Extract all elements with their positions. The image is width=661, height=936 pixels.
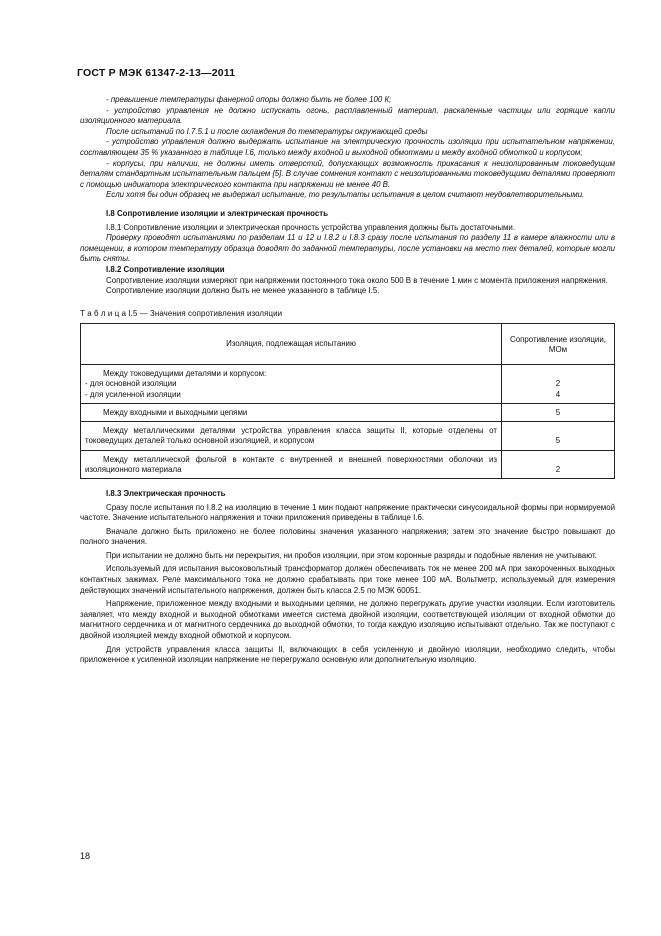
insulation-resistance-table bbox=[80, 323, 615, 479]
table-row bbox=[81, 365, 615, 404]
table-caption: Т а б л и ц а I.5 — Значения сопротивления изоляции bbox=[80, 308, 283, 318]
paragraph: Для устройств управления класса защиты II, включающих в себя усиленную и двойную изоляции, необходимо следить, чтобы приложенное к усиленной изоляции напряжение не перегружало основную или дополнительную изоляцию. bbox=[80, 644, 615, 665]
table-cell bbox=[81, 365, 502, 404]
cell-line: - для усиленной изоляции bbox=[85, 389, 181, 399]
page-number: 18 bbox=[80, 851, 91, 861]
page-header: ГОСТ Р МЭК 61347-2-13—2011 bbox=[77, 67, 236, 79]
table-cell: 5 bbox=[502, 422, 615, 450]
paragraph: - превышение температуры фанерной опоры должно быть не более 100 К; bbox=[106, 95, 392, 104]
paragraph: Если хотя бы один образец не выдержал испытание, то результаты испытания в целом считают неудовлетворительными. bbox=[106, 190, 585, 200]
table-row bbox=[81, 450, 615, 478]
table-cell: 2 bbox=[502, 450, 615, 478]
paragraph: Напряжение, приложенное между входными и выходными цепями, не должно перегружать другие участки изоляции. Если изготовитель заявляет, что между входной и выходной обмотками имеется система двойной изоляции, соответствующей изоляции от входной обмотки до магнитного сердечника и от магнитного сердечника до выходной обмотки, то тогда каждую изоляцию испытывают отдельно. Так же поступают с двойной изоляцией между входной обмоткой и корпусом. bbox=[80, 599, 615, 641]
column-header: Сопротивление изоляции, МОм bbox=[502, 324, 615, 365]
table-row bbox=[81, 403, 615, 421]
column-header: Изоляция, подлежащая испытанию bbox=[81, 324, 502, 365]
cell-line: Между токоведущими деталями и корпусом: bbox=[103, 369, 267, 379]
section-heading-i82: I.8.2 Сопротивление изоляции bbox=[106, 264, 225, 274]
paragraph: Сразу после испытания по I.8.2 на изоляцию в течение 1 мин подают напряжение практически синусоидальной формы при нормируемой частоте. Значение испытательного напряжения и точки приложения приведены в таблице I.6. bbox=[80, 502, 615, 523]
table-header-row bbox=[81, 324, 615, 365]
paragraph: После испытаний по I.7.5.1 и после охлаждения до температуры окружающей среды bbox=[106, 126, 428, 136]
table-cell: Между металлическими деталями устройства управления класса защиты II, которые отделены от токоведущих деталей только основной изоляцией, и корпусом bbox=[81, 422, 502, 450]
paragraph: - устройство управления не должно испускать огонь, расплавленный материал, раскаленные частицы или горящие капли изоляционного материала. bbox=[80, 105, 615, 126]
section-heading-i8: I.8 Сопротивление изоляции и электрическая прочность bbox=[106, 208, 328, 218]
cell-line: - для основной изоляции bbox=[85, 379, 177, 389]
paragraph: Используемый для испытания высоковольтный трансформатор должен обеспечивать ток не менее 200 мА при закороченных выходных контактных зажимах. Реле максимального тока не должно срабатывать при токе менее 100 мА. Вольтметр, используемый для измерения действующих значений испытательного напряжения, должен быть класса 2.5 по МЭК 60051. bbox=[80, 564, 615, 595]
paragraph: При испытании не должно быть ни перекрытия, ни пробоя изоляции, при этом коронные разряды и подобные явления не учитывают. bbox=[106, 550, 597, 560]
paragraph: Сопротивление изоляции должно быть не менее указанного в таблице I.5. bbox=[106, 286, 380, 296]
paragraph: - устройство управления должно выдержать испытание на электрическую прочность изоляции при испытательном напряжении, составляющем 35 % указанного в таблице I.6, только между входной и выходной обмотками и между входной обмоткой и корпусом; bbox=[80, 137, 615, 157]
table-cell: Между металлической фольгой в контакте с внутренней и внешней поверхностями оболочки из изоляционного материала bbox=[81, 450, 502, 478]
paragraph: - корпусы, при наличии, не должны иметь отверстий, допускающих возможность прикасания к неизолированным токоведущим деталям стандартным испытательным пальцем [5]. В случае сомнения контакт с неизолированными токоведущими деталями проверяют с помощью индикатора электрического контакта при напряжении не менее 40 В. bbox=[80, 158, 615, 189]
cell-value: 2 bbox=[555, 379, 561, 389]
cell-value: 4 bbox=[555, 389, 561, 399]
table-cell: Между входными и выходными цепями bbox=[81, 403, 502, 421]
paragraph: Проверку проводят испытаниями по разделам 11 и 12 и I.8.2 и I.8.3 сразу после испытания по разделу 11 в камере влажности или в помещении, в котором температуру образца доводят до заданной температуры, после установки на место тех деталей, которые могли быть сняты. bbox=[80, 233, 615, 264]
section-heading-i83: I.8.3 Электрическая прочность bbox=[106, 488, 226, 498]
paragraph: I.8.1 Сопротивление изоляции и электрическая прочность устройства управления должны быть достаточными. bbox=[106, 222, 516, 232]
paragraph: Сопротивление изоляции измеряют при напряжении постоянного тока около 500 В в течение 1 мин с момента приложения напряжения. bbox=[106, 275, 608, 285]
page-content bbox=[80, 95, 615, 666]
table-cell: 5 bbox=[502, 403, 615, 421]
table-row bbox=[81, 422, 615, 450]
paragraph: Вначале должно быть приложено не более половины значения указанного напряжения; затем это значение быстро повышают до полного значения. bbox=[80, 526, 615, 547]
table-cell bbox=[502, 365, 615, 404]
